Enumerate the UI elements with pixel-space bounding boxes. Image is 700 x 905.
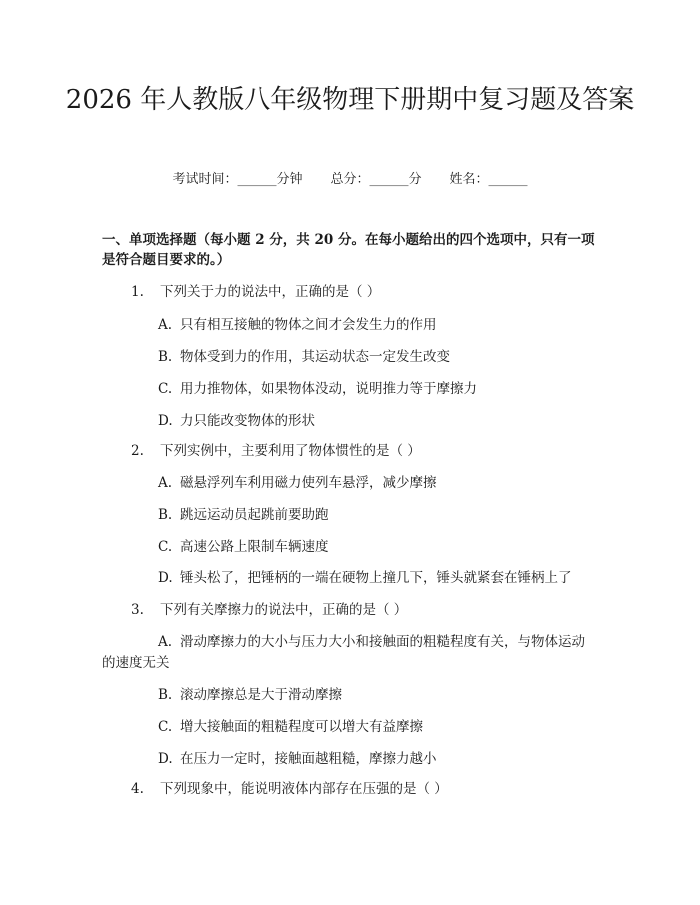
option-letter: C. [158,539,173,555]
option-text: 力只能改变物体的形状 [180,413,315,429]
option-text: 跳远运动员起跳前要助跑 [180,507,329,523]
option-text: 磁悬浮列车利用磁力使列车悬浮，减少摩擦 [180,475,437,491]
option-text: 用力推物体，如果物体没动，说明推力等于摩擦力 [180,381,477,397]
option-letter: C. [158,719,173,735]
option-letter: A. [158,317,173,333]
option-letter: B. [158,349,173,365]
option-letter: D. [158,751,173,767]
option-text: 高速公路上限制车辆速度 [180,539,329,555]
name-field: 姓名：______ [449,172,528,187]
question-number: 2. [131,443,144,459]
exam-meta [0,168,700,187]
option-text: 只有相互接触的物体之间才会发生力的作用 [180,317,437,333]
question-text: 下列关于力的说法中，正确的是（ ） [160,284,381,300]
option-letter: C. [158,381,173,397]
question-number: 1. [131,284,144,300]
option-letter: D. [158,570,173,586]
option-text: 物体受到力的作用，其运动状态一定发生改变 [180,349,450,365]
exam-time-field: 考试时间：______分钟 [172,172,303,187]
option-letter: B. [158,687,173,703]
question-text: 下列有关摩擦力的说法中，正确的是（ ） [160,602,408,618]
option-letter: A. [158,634,173,650]
total-score-field: 总分：______分 [330,172,422,187]
option-text: 在压力一定时，接触面越粗糙，摩擦力越小 [180,751,437,767]
question-text: 下列现象中，能说明液体内部存在压强的是（ ） [160,781,448,797]
option-text: 锤头松了，把锤柄的一端在硬物上撞几下，锤头就紧套在锤柄上了 [180,570,572,586]
question-number: 4. [131,781,144,797]
question-number: 3. [131,602,144,618]
option-text-continuation: 的速度无关 [102,655,170,671]
option-text: 滚动摩擦总是大于滑动摩擦 [180,687,342,703]
option-letter: B. [158,507,173,523]
question-text: 下列实例中，主要利用了物体惯性的是（ ） [160,443,421,459]
page-title: 2026 年人教版八年级物理下册期中复习题及答案 [65,85,635,115]
option-text: 增大接触面的粗糙程度可以增大有益摩擦 [180,719,423,735]
option-letter: D. [158,413,173,429]
option-text: 滑动摩擦力的大小与压力大小和接触面的粗糙程度有关，与物体运动 [180,634,585,650]
option-letter: A. [158,475,173,491]
section-heading: 一、单项选择题（每小题 2 分，共 20 分。在每小题给出的四个选项中，只有一项是符合题目要求的。） [102,232,595,268]
